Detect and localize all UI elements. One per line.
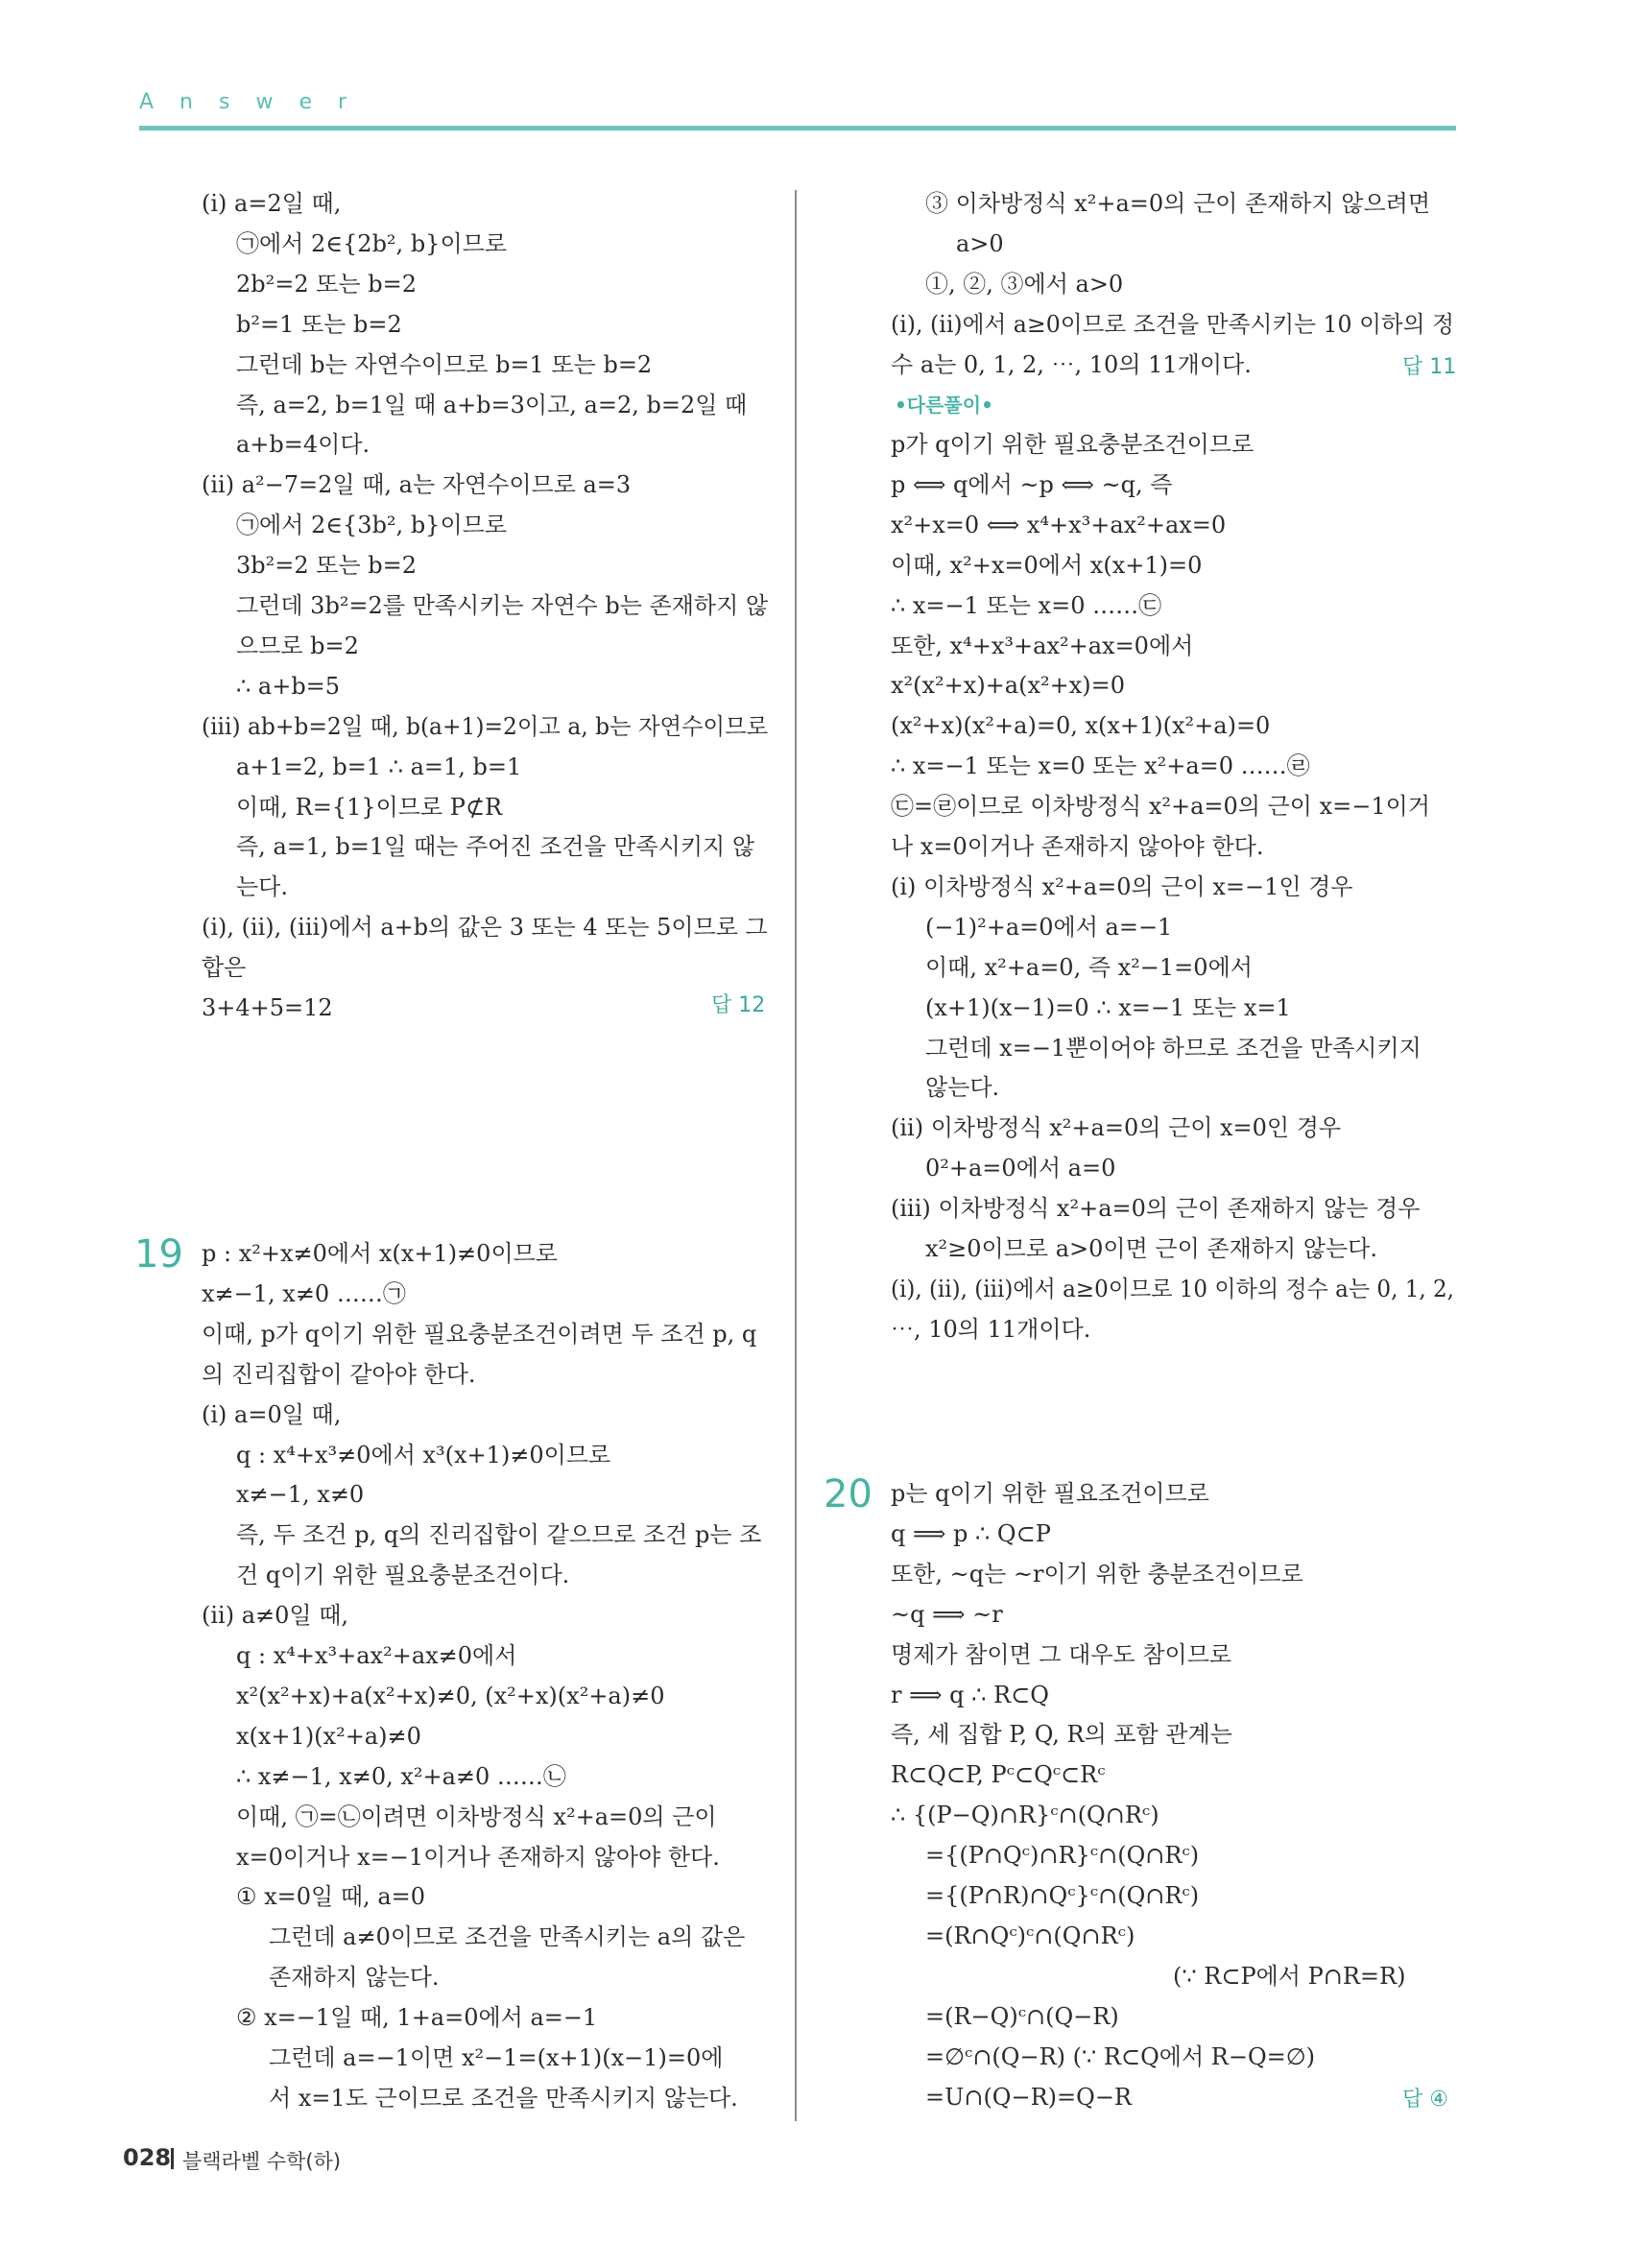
solution-line: x≠−1, x≠0 ……㉠: [202, 1279, 406, 1307]
solution-line: 즉, 두 조건 p, q의 진리집합이 같으므로 조건 p는 조: [236, 1521, 762, 1549]
solution-line: x²+x=0 ⟺ x⁴+x³+ax²+ax=0: [891, 511, 1227, 538]
solution-line: a+1=2, b=1 ∴ a=1, b=1: [236, 752, 522, 780]
solution-line: 즉, 세 집합 P, Q, R의 포함 관계는: [891, 1721, 1232, 1749]
alternative-solution-label: •다른풀이•: [895, 394, 993, 417]
solution-line: 2b²=2 또는 b=2: [236, 270, 418, 298]
solution-line: 는다.: [236, 873, 288, 901]
solution-line: x²(x²+x)+a(x²+x)≠0, (x²+x)(x²+a)≠0: [236, 1682, 665, 1709]
solution-line: x=0이거나 x=−1이거나 존재하지 않아야 한다.: [236, 1843, 720, 1871]
solution-line: 이때, R={1}이므로 P⊄R: [236, 793, 503, 821]
solution-line: 그런데 3b²=2를 만족시키는 자연수 b는 존재하지 않: [236, 592, 769, 619]
answer-18: 답 12: [711, 993, 766, 1017]
solution-line: (i), (ii), (iii)에서 a+b의 값은 3 또는 4 또는 5이므로 그: [202, 914, 768, 942]
solution-line: 존재하지 않는다.: [269, 1964, 440, 1992]
solution-line: x²(x²+x)+a(x²+x)=0: [891, 672, 1126, 700]
solution-line: ∴ x=−1 또는 x=0 ……㉢: [891, 591, 1162, 619]
problem-number-19: 19: [134, 1232, 183, 1277]
solution-line: 또한, ~q는 ~r이기 위한 충분조건이므로: [891, 1560, 1303, 1588]
solution-line: ∴ a+b=5: [236, 672, 341, 700]
solution-line: 이때, ㉠=㉡이려면 이차방정식 x²+a=0의 근이: [236, 1802, 717, 1830]
solution-line: 0²+a=0에서 a=0: [925, 1155, 1116, 1182]
solution-line: R⊂Q⊂P, Pᶜ⊂Qᶜ⊂Rᶜ: [891, 1761, 1106, 1789]
solution-line: ㉢=㉣이므로 이차방정식 x²+a=0의 근이 x=−1이거: [891, 793, 1430, 821]
solution-line: ① x=0일 때, a=0: [236, 1883, 426, 1911]
solution-line: (−1)²+a=0에서 a=−1: [925, 913, 1173, 941]
solution-line: (ii) a≠0일 때,: [202, 1602, 349, 1630]
solution-line: p : x²+x≠0에서 x(x+1)≠0이므로: [202, 1240, 558, 1267]
solution-line: (iii) ab+b=2일 때, b(a+1)=2이고 a, b는 자연수이므로: [202, 712, 769, 740]
solution-line: ={(P∩Qᶜ)∩R}ᶜ∩(Q∩Rᶜ): [925, 1842, 1200, 1870]
solution-line: 수 a는 0, 1, 2, ⋯, 10의 11개이다.: [891, 350, 1252, 378]
solution-line: 나 x=0이거나 존재하지 않아야 한다.: [891, 833, 1264, 860]
solution-line: ② x=−1일 때, 1+a=0에서 a=−1: [236, 2004, 598, 2032]
solution-line: =∅ᶜ∩(Q−R) (∵ R⊂Q에서 R−Q=∅): [925, 2042, 1315, 2070]
solution-line: r ⟹ q ∴ R⊂Q: [891, 1681, 1049, 1708]
solution-line: 3+4+5=12: [202, 994, 333, 1021]
solution-line: =(R−Q)ᶜ∩(Q−R): [925, 2002, 1119, 2030]
solution-line: 명제가 참이면 그 대우도 참이므로: [891, 1640, 1232, 1668]
header-rule: [139, 126, 1456, 131]
solution-line: q : x⁴+x³+ax²+ax≠0에서: [236, 1642, 517, 1669]
solution-line: 않는다.: [925, 1074, 1000, 1102]
problem-number-20: 20: [824, 1472, 872, 1516]
solution-line: p가 q이기 위한 필요충분조건이므로: [891, 431, 1255, 458]
solution-line: q ⟹ p ∴ Q⊂P: [891, 1519, 1051, 1547]
solution-line: a+b=4이다.: [236, 431, 370, 459]
solution-line: 즉, a=2, b=1일 때 a+b=3이고, a=2, b=2일 때: [236, 391, 748, 418]
book-title: 블랙라벨 수학(하): [182, 2150, 342, 2173]
solution-line: ∴ {(P−Q)∩R}ᶜ∩(Q∩Rᶜ): [891, 1802, 1159, 1829]
solution-line: b²=1 또는 b=2: [236, 310, 402, 338]
solution-line: 그런데 a≠0이므로 조건을 만족시키는 a의 값은: [269, 1923, 746, 1951]
solution-line: (∵ R⊂P에서 P∩R=R): [1173, 1962, 1406, 1990]
solution-line: 의 진리집합이 같아야 한다.: [202, 1360, 476, 1388]
solution-line: (x+1)(x−1)=0 ∴ x=−1 또는 x=1: [925, 993, 1291, 1021]
solution-line: x≠−1, x≠0: [236, 1481, 365, 1509]
solution-line: 이때, x²+x=0에서 x(x+1)=0: [891, 551, 1203, 579]
page-number: 028: [123, 2144, 172, 2171]
solution-line: (i) 이차방정식 x²+a=0의 근이 x=−1인 경우: [891, 872, 1353, 900]
solution-line: 이때, p가 q이기 위한 필요충분조건이려면 두 조건 p, q: [202, 1320, 757, 1348]
solution-line: x²≥0이므로 a>0이면 근이 존재하지 않는다.: [925, 1235, 1377, 1262]
solution-line: (ii) 이차방정식 x²+a=0의 근이 x=0인 경우: [891, 1114, 1342, 1142]
footer-separator: [171, 2148, 174, 2169]
solution-line: 즉, a=1, b=1일 때는 주어진 조건을 만족시키지 않: [236, 833, 755, 861]
solution-line: (x²+x)(x²+a)=0, x(x+1)(x²+a)=0: [891, 712, 1271, 740]
solution-line: (i), (ii)에서 a≥0이므로 조건을 만족시키는 10 이하의 정: [891, 310, 1454, 338]
solution-line: (i) a=2일 때,: [202, 190, 342, 217]
solution-line: ㉠에서 2∈{2b², b}이므로: [236, 229, 507, 257]
solution-line: ∴ x=−1 또는 x=0 또는 x²+a=0 ……㉣: [891, 752, 1310, 780]
solution-line: 3b²=2 또는 b=2: [236, 552, 418, 580]
solution-line: 그런데 a=−1이면 x²−1=(x+1)(x−1)=0에: [269, 2044, 724, 2071]
answer-20: 답 ④: [1402, 2088, 1448, 2112]
solution-line: x(x+1)(x²+a)≠0: [236, 1722, 421, 1750]
column-divider: [795, 190, 797, 2121]
solution-line: (i), (ii), (iii)에서 a≥0이므로 10 이하의 정수 a는 0, 1, 2,: [891, 1275, 1454, 1302]
solution-line: a>0: [956, 229, 1004, 257]
solution-line: p는 q이기 위한 필요조건이므로: [891, 1480, 1209, 1507]
solution-line: ⋯, 10의 11개이다.: [891, 1315, 1091, 1343]
solution-line: (iii) 이차방정식 x²+a=0의 근이 존재하지 않는 경우: [891, 1195, 1421, 1223]
solution-line: ③ 이차방정식 x²+a=0의 근이 존재하지 않으려면: [925, 190, 1431, 217]
solution-line: 으므로 b=2: [236, 632, 359, 659]
solution-line: q : x⁴+x³≠0에서 x³(x+1)≠0이므로: [236, 1441, 611, 1468]
answer-19: 답 11: [1402, 355, 1457, 379]
solution-line: (ii) a²−7=2일 때, a는 자연수이므로 a=3: [202, 471, 632, 499]
solution-line: (i) a=0일 때,: [202, 1400, 342, 1428]
solution-line: 서 x=1도 근이므로 조건을 만족시키지 않는다.: [269, 2084, 738, 2112]
solution-line: ~q ⟹ ~r: [891, 1600, 1003, 1628]
solution-line: 합은: [202, 954, 247, 982]
solution-line: 이때, x²+a=0, 즉 x²−1=0에서: [925, 953, 1253, 981]
solution-line: 건 q이기 위한 필요충분조건이다.: [236, 1562, 570, 1589]
solution-line: ∴ x≠−1, x≠0, x²+a≠0 ……㉡: [236, 1762, 566, 1790]
solution-line: 또한, x⁴+x³+ax²+ax=0에서: [891, 632, 1194, 659]
solution-line: p ⟺ q에서 ~p ⟺ ~q, 즉: [891, 470, 1173, 498]
solution-line: ㉠에서 2∈{3b², b}이므로: [236, 512, 507, 539]
solution-line: =(R∩Qᶜ)ᶜ∩(Q∩Rᶜ): [925, 1922, 1135, 1949]
header-label: Answer: [139, 90, 373, 114]
solution-line: 그런데 x=−1뿐이어야 하므로 조건을 만족시키지: [925, 1034, 1422, 1062]
solution-line: ={(P∩R)∩Qᶜ}ᶜ∩(Q∩Rᶜ): [925, 1882, 1200, 1909]
solution-line: 그런데 b는 자연수이므로 b=1 또는 b=2: [236, 350, 653, 378]
solution-line: ①, ②, ③에서 a>0: [925, 270, 1124, 298]
solution-line: =U∩(Q−R)=Q−R: [925, 2083, 1132, 2111]
